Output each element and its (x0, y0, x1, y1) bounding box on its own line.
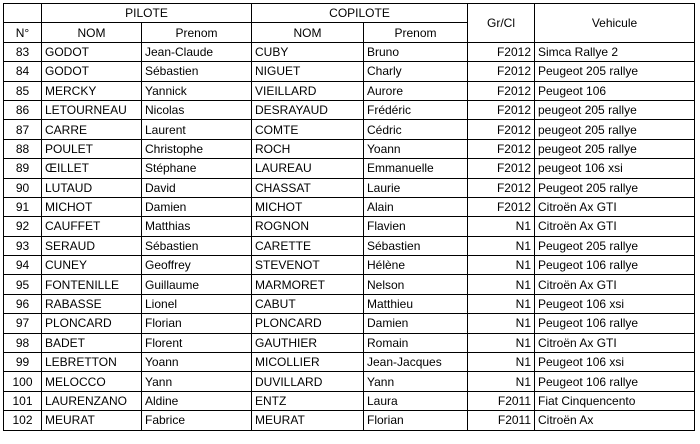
header-group-row (4, 4, 695, 23)
group-class-cell: F2012 (468, 197, 535, 216)
table-row (4, 391, 695, 410)
vehicle-cell: Citroën Ax (535, 411, 695, 430)
copilote-prenom-cell: Emmanuelle (364, 159, 468, 178)
copilote-nom-cell: CABUT (252, 294, 364, 313)
table-row (4, 159, 695, 178)
copilote-nom-cell: STEVENOT (252, 256, 364, 275)
group-class-cell: F2012 (468, 139, 535, 158)
copilote-nom-cell: ROGNON (252, 217, 364, 236)
entry-number-cell: 101 (4, 391, 42, 410)
pilote-nom-cell: LETOURNEAU (42, 100, 142, 119)
pilote-prenom-cell: Christophe (142, 139, 252, 158)
entry-number-cell: 86 (4, 100, 42, 119)
table-row (4, 353, 695, 372)
copilote-nom-cell: CARETTE (252, 236, 364, 255)
entry-number-cell: 97 (4, 314, 42, 333)
vehicle-cell: peugeot 106 xsi (535, 159, 695, 178)
vehicle-cell: Peugeot 106 xsi (535, 294, 695, 313)
table-row (4, 314, 695, 333)
copilote-nom-cell: MICOLLIER (252, 353, 364, 372)
group-class-cell: F2012 (468, 120, 535, 139)
copilote-prenom-cell: Aurore (364, 81, 468, 100)
pilote-prenom-cell: Geoffrey (142, 256, 252, 275)
pilote-nom-cell: RABASSE (42, 294, 142, 313)
entry-number-cell: 94 (4, 256, 42, 275)
pilote-nom-cell: CAUFFET (42, 217, 142, 236)
copilote-prenom-cell: Cédric (364, 120, 468, 139)
entry-number-cell: 92 (4, 217, 42, 236)
pilote-nom-cell: LUTAUD (42, 178, 142, 197)
copilote-prenom-cell: Nelson (364, 275, 468, 294)
table-row (4, 236, 695, 255)
table-row (4, 256, 695, 275)
copilote-nom-cell: DUVILLARD (252, 372, 364, 391)
copilote-prenom-cell: Jean-Jacques (364, 353, 468, 372)
copilote-prenom-cell: Sébastien (364, 236, 468, 255)
entry-number-cell: 95 (4, 275, 42, 294)
entry-number-cell: 98 (4, 333, 42, 352)
pilote-prenom-cell: Stéphane (142, 159, 252, 178)
pilote-nom-cell: MICHOT (42, 197, 142, 216)
entry-number-cell: 87 (4, 120, 42, 139)
copilote-nom-cell: NIGUET (252, 62, 364, 81)
vehicle-cell: Simca Rallye 2 (535, 42, 695, 61)
copilote-prenom-cell: Charly (364, 62, 468, 81)
table-row (4, 62, 695, 81)
entry-number-cell: 88 (4, 139, 42, 158)
group-class-cell: N1 (468, 294, 535, 313)
pilote-nom-cell: CUNEY (42, 256, 142, 275)
entry-number-cell: 90 (4, 178, 42, 197)
entry-number-cell: 99 (4, 353, 42, 372)
pilote-prenom-cell: Florian (142, 314, 252, 333)
vehicle-cell: peugeot 205 rallye (535, 120, 695, 139)
pilote-nom-cell: BADET (42, 333, 142, 352)
group-class-cell: N1 (468, 372, 535, 391)
pilote-prenom-cell: Sébastien (142, 62, 252, 81)
vehicle-cell: Citroën Ax GTI (535, 333, 695, 352)
entry-number-cell: 96 (4, 294, 42, 313)
copilote-prenom-cell: Yann (364, 372, 468, 391)
copilote-prenom-cell: Laurie (364, 178, 468, 197)
copilote-prenom-cell: Hélène (364, 256, 468, 275)
group-class-cell: F2012 (468, 62, 535, 81)
copilote-nom-cell: CHASSAT (252, 178, 364, 197)
copilote-nom-cell: VIEILLARD (252, 81, 364, 100)
vehicle-cell: Peugeot 205 rallye (535, 178, 695, 197)
pilote-nom-cell: POULET (42, 139, 142, 158)
vehicle-cell: Peugeot 106 rallye (535, 372, 695, 391)
table-row (4, 372, 695, 391)
copilote-prenom-cell: Romain (364, 333, 468, 352)
entry-number-cell: 91 (4, 197, 42, 216)
table-row (4, 217, 695, 236)
vehicle-cell: Fiat Cinquencento (535, 391, 695, 410)
copilote-prenom-cell: Flavien (364, 217, 468, 236)
entry-number-cell: 102 (4, 411, 42, 430)
header-number: N° (4, 23, 42, 42)
copilote-prenom-cell: Florian (364, 411, 468, 430)
vehicle-cell: peugeot 205 rallye (535, 139, 695, 158)
header-gr-cl: Gr/Cl (468, 4, 535, 43)
table-body (4, 42, 695, 430)
pilote-nom-cell: CARRE (42, 120, 142, 139)
pilote-nom-cell: PLONCARD (42, 314, 142, 333)
pilote-prenom-cell: Yoann (142, 353, 252, 372)
group-class-cell: F2011 (468, 411, 535, 430)
header-blank-cell (4, 4, 42, 23)
vehicle-cell: Peugeot 106 (535, 81, 695, 100)
table-row (4, 100, 695, 119)
vehicle-cell: Citroën Ax GTI (535, 197, 695, 216)
pilote-prenom-cell: Damien (142, 197, 252, 216)
group-class-cell: N1 (468, 314, 535, 333)
copilote-prenom-cell: Damien (364, 314, 468, 333)
header-pilote-prenom: Prenom (142, 23, 252, 42)
copilote-nom-cell: MICHOT (252, 197, 364, 216)
vehicle-cell: Peugeot 205 rallye (535, 62, 695, 81)
pilote-nom-cell: MERCKY (42, 81, 142, 100)
group-class-cell: N1 (468, 333, 535, 352)
pilote-nom-cell: MEURAT (42, 411, 142, 430)
copilote-prenom-cell: Bruno (364, 42, 468, 61)
table-row (4, 411, 695, 430)
header-vehicule: Vehicule (535, 4, 695, 43)
header-pilote-nom: NOM (42, 23, 142, 42)
pilote-prenom-cell: Florent (142, 333, 252, 352)
pilote-prenom-cell: Sébastien (142, 236, 252, 255)
entry-number-cell: 89 (4, 159, 42, 178)
table-row (4, 333, 695, 352)
table-row (4, 294, 695, 313)
entry-number-cell: 84 (4, 62, 42, 81)
copilote-nom-cell: COMTE (252, 120, 364, 139)
pilote-nom-cell: MELOCCO (42, 372, 142, 391)
pilote-prenom-cell: Fabrice (142, 411, 252, 430)
vehicle-cell: Peugeot 205 rallye (535, 236, 695, 255)
vehicle-cell: Peugeot 106 rallye (535, 314, 695, 333)
pilote-prenom-cell: Aldine (142, 391, 252, 410)
group-class-cell: N1 (468, 217, 535, 236)
table-row (4, 197, 695, 216)
entry-list-table (3, 3, 695, 431)
pilote-nom-cell: LEBRETTON (42, 353, 142, 372)
table-header (4, 4, 695, 43)
copilote-prenom-cell: Matthieu (364, 294, 468, 313)
pilote-nom-cell: SERAUD (42, 236, 142, 255)
pilote-prenom-cell: Laurent (142, 120, 252, 139)
copilote-prenom-cell: Frédéric (364, 100, 468, 119)
pilote-prenom-cell: David (142, 178, 252, 197)
table-row (4, 275, 695, 294)
group-class-cell: F2012 (468, 178, 535, 197)
group-class-cell: N1 (468, 275, 535, 294)
copilote-nom-cell: DESRAYAUD (252, 100, 364, 119)
header-copilote-prenom: Prenom (364, 23, 468, 42)
group-class-cell: F2012 (468, 81, 535, 100)
group-class-cell: N1 (468, 353, 535, 372)
group-class-cell: F2011 (468, 391, 535, 410)
table-row (4, 42, 695, 61)
pilote-prenom-cell: Yannick (142, 81, 252, 100)
table-row (4, 81, 695, 100)
pilote-nom-cell: LAURENZANO (42, 391, 142, 410)
pilote-nom-cell: ŒILLET (42, 159, 142, 178)
header-copilote: COPILOTE (252, 4, 468, 23)
group-class-cell: N1 (468, 256, 535, 275)
pilote-prenom-cell: Lionel (142, 294, 252, 313)
copilote-prenom-cell: Yoann (364, 139, 468, 158)
copilote-nom-cell: ROCH (252, 139, 364, 158)
copilote-prenom-cell: Alain (364, 197, 468, 216)
copilote-nom-cell: ENTZ (252, 391, 364, 410)
pilote-prenom-cell: Matthias (142, 217, 252, 236)
pilote-nom-cell: GODOT (42, 62, 142, 81)
copilote-nom-cell: MEURAT (252, 411, 364, 430)
entry-number-cell: 85 (4, 81, 42, 100)
pilote-prenom-cell: Jean-Claude (142, 42, 252, 61)
table-row (4, 178, 695, 197)
table-row (4, 120, 695, 139)
pilote-nom-cell: FONTENILLE (42, 275, 142, 294)
copilote-nom-cell: LAUREAU (252, 159, 364, 178)
vehicle-cell: Peugeot 106 rallye (535, 256, 695, 275)
vehicle-cell: peugeot 205 rallye (535, 100, 695, 119)
copilote-nom-cell: GAUTHIER (252, 333, 364, 352)
vehicle-cell: Citroën Ax GTI (535, 217, 695, 236)
entry-number-cell: 83 (4, 42, 42, 61)
copilote-nom-cell: CUBY (252, 42, 364, 61)
group-class-cell: F2012 (468, 159, 535, 178)
entry-number-cell: 100 (4, 372, 42, 391)
vehicle-cell: Peugeot 106 xsi (535, 353, 695, 372)
pilote-nom-cell: GODOT (42, 42, 142, 61)
copilote-prenom-cell: Laura (364, 391, 468, 410)
copilote-nom-cell: MARMORET (252, 275, 364, 294)
copilote-nom-cell: PLONCARD (252, 314, 364, 333)
header-copilote-nom: NOM (252, 23, 364, 42)
vehicle-cell: Citroën Ax GTI (535, 275, 695, 294)
pilote-prenom-cell: Guillaume (142, 275, 252, 294)
pilote-prenom-cell: Yann (142, 372, 252, 391)
group-class-cell: F2012 (468, 100, 535, 119)
pilote-prenom-cell: Nicolas (142, 100, 252, 119)
group-class-cell: N1 (468, 236, 535, 255)
header-pilote: PILOTE (42, 4, 252, 23)
entry-number-cell: 93 (4, 236, 42, 255)
table-row (4, 139, 695, 158)
group-class-cell: F2012 (468, 42, 535, 61)
